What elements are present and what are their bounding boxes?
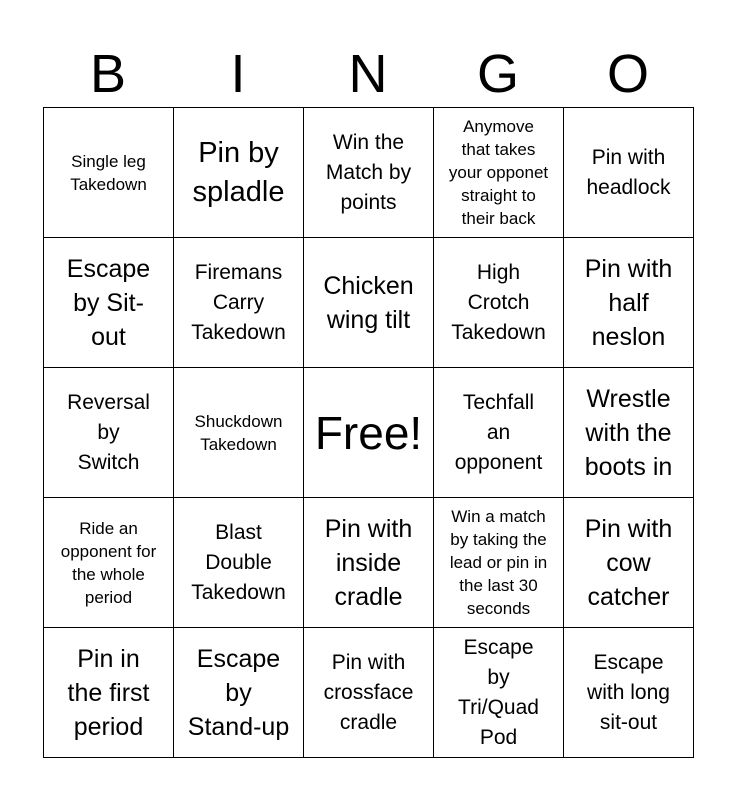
cell-text: Single leg Takedown: [70, 151, 147, 194]
bingo-cell[interactable]: [44, 238, 174, 368]
bingo-cell[interactable]: [174, 498, 304, 628]
bingo-cell[interactable]: [564, 238, 694, 368]
bingo-cell[interactable]: [434, 628, 564, 758]
cell-text: Escape with long sit-out: [587, 650, 670, 734]
cell-text: Shuckdown Takedown: [194, 411, 283, 454]
header-letter-b: B: [89, 44, 127, 104]
bingo-cell[interactable]: [304, 628, 434, 758]
cell-text: Techfall an opponent: [454, 390, 543, 474]
bingo-cell[interactable]: [174, 238, 304, 368]
bingo-cell[interactable]: [304, 498, 434, 628]
cell-text: Anymove that takes your opponet straight to their back: [448, 117, 549, 228]
free-text: Free!: [314, 406, 423, 459]
bingo-cell[interactable]: [174, 628, 304, 758]
bingo-cell[interactable]: [44, 498, 174, 628]
cell-text: Chicken wing tilt: [323, 271, 414, 334]
board-row: [44, 498, 694, 628]
bingo-cell[interactable]: [44, 368, 174, 498]
bingo-cell[interactable]: [304, 108, 434, 238]
bingo-board: [43, 107, 694, 758]
cell-text: Pin with inside cradle: [324, 514, 413, 611]
cell-text: Pin with crossface cradle: [323, 650, 414, 734]
bingo-cell[interactable]: [564, 628, 694, 758]
cell-text: Blast Double Takedown: [191, 520, 286, 604]
cell-text: Ride an opponent for the whole period: [60, 518, 157, 607]
bingo-cell[interactable]: [434, 238, 564, 368]
board-row: [44, 368, 694, 498]
header-letter-o: O: [606, 44, 649, 104]
header-letter-g: G: [476, 44, 519, 104]
board-row: [44, 108, 694, 238]
bingo-cell[interactable]: [434, 108, 564, 238]
bingo-cell[interactable]: [174, 108, 304, 238]
bingo-cell[interactable]: [44, 108, 174, 238]
cell-text: Pin with cow catcher: [584, 514, 673, 611]
bingo-cell[interactable]: [174, 368, 304, 498]
board-row: [44, 628, 694, 758]
bingo-header: [43, 40, 693, 108]
cell-text: Reversal by Switch: [67, 390, 150, 474]
cell-text: Pin with headlock: [586, 145, 671, 199]
bingo-cell[interactable]: [564, 368, 694, 498]
bingo-cell[interactable]: [564, 498, 694, 628]
cell-text: Pin with half neslon: [584, 254, 673, 351]
cell-text: Escape by Stand-up: [187, 644, 290, 741]
bingo-cell[interactable]: [44, 628, 174, 758]
bingo-cell[interactable]: [564, 108, 694, 238]
board-row: [44, 238, 694, 368]
bingo-cell[interactable]: [434, 368, 564, 498]
cell-text: Escape by Tri/Quad Pod: [458, 635, 539, 749]
free-cell[interactable]: [304, 368, 434, 498]
cell-text: Win a match by taking the lead or pin in the last 30 seconds: [449, 507, 548, 618]
cell-text: High Crotch Takedown: [451, 260, 546, 344]
bingo-cell[interactable]: [304, 238, 434, 368]
cell-text: Win the Match by points: [325, 130, 412, 214]
cell-text: Firemans Carry Takedown: [191, 260, 286, 344]
cell-text: Wrestle with the boots in: [584, 384, 673, 481]
header-letter-i: I: [230, 44, 246, 104]
cell-text: Pin in the first period: [67, 644, 150, 741]
bingo-cell[interactable]: [434, 498, 564, 628]
cell-text: Pin by spladle: [192, 136, 285, 208]
header-letter-n: N: [348, 44, 388, 104]
cell-text: Escape by Sit- out: [66, 254, 151, 351]
